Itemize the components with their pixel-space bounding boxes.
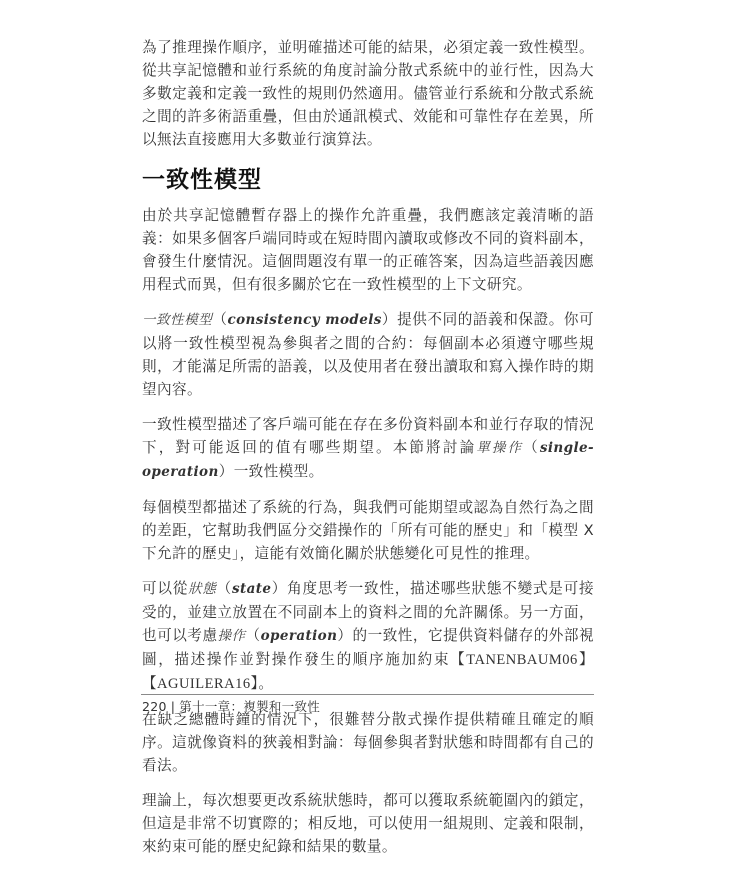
paragraph-text: 的一致性，它提供資料儲存的外部視圖，描述操作並對操作發生的順序施加約束: [142, 627, 594, 668]
latin-term: state: [232, 581, 272, 597]
paragraph-1: 由於共享記憶體暫存器上的操作允許重疊，我們應該定義清晰的語義：如果多個客戶端同時或在短時間內讀取或修改不同的資料副本，會發生什麼情況。這個問題沒有單一的正確答案，因為這些語義因應用程式而異，但有很多關於它在一致性模型的上下文研究。: [142, 207, 594, 293]
page-body: [142, 36, 594, 870]
paren-open: （: [216, 580, 233, 597]
paren-close: ）: [381, 311, 398, 328]
period: 。: [258, 675, 274, 692]
paren-close: ）: [218, 463, 234, 480]
paragraph-2: [142, 308, 594, 401]
paren-open: （: [245, 627, 261, 644]
paragraph-7: 理論上，每次想要更改系統狀態時，都可以獲取系統範圍內的鎖定，但這是非常不切實際的；相反地，可以使用一組規則、定義和限制，來約束可能的歷史紀錄和結果的數量。: [142, 792, 594, 855]
paragraph-text: 角度思考一致性，描述哪些狀態不變式是可接受的，並建立放置在不同副本上的資料之間的允許關係。另一方面，也可以考慮: [142, 580, 595, 644]
chapter-title: 第十一章：複製和一致性: [179, 699, 321, 714]
latin-term: consistency models: [227, 312, 382, 328]
page-footer: [142, 697, 320, 715]
paren-close: ）: [337, 627, 353, 644]
paragraph-4: 每個模型都描述了系統的行為，與我們可能期望或認為自然行為之間的差距，它幫助我們區分交錯操作的「所有可能的歷史」和「模型 X 下允許的歷史」，這能有效簡化關於狀態變化可見性的推理。: [142, 499, 594, 562]
term-operation: 操作: [217, 628, 246, 644]
paragraph-text: 一致性模型描述了客戶端可能在存在多份資料副本和並行存取的情況下，對可能返回的值有哪些期望。本節將討論: [142, 416, 594, 456]
intro-paragraph: 為了推理操作順序，並明確描述可能的結果，必須定義一致性模型。從共享記憶體和並行系統的角度討論分散式系統中的並行性，因為大多數定義和定義一致性的規則仍然適用。儘管並行系統和分散式系統之間的許多術語重疊，但由於通訊模式、效能和可靠性存在差異，所以無法直接應用大多數並行演算法。: [142, 39, 594, 148]
latin-term: operation: [260, 628, 338, 644]
term-consistency-model: 一致性模型: [142, 312, 213, 328]
paragraph-text: 提供不同的語義和保證。你可以將一致性模型視為參與者之間的合約：每個副本必須遵守哪些規則，才能滿足所需的語義，以及使用者在發出讀取和寫入操作時的期望內容。: [142, 311, 595, 398]
paren-open: （: [212, 311, 228, 328]
term-state: 狀態: [188, 581, 217, 597]
paragraph-text: 可以從: [142, 580, 189, 597]
paragraph-3: [142, 413, 594, 484]
footer-separator: |: [170, 699, 176, 714]
paren-open: （: [523, 439, 540, 456]
citation-refs: 【TANENBAUM06】【AGUILERA16】: [142, 652, 594, 692]
section-heading: 一致性模型: [142, 167, 262, 193]
paren-close: ）: [271, 580, 288, 597]
term-single-operation: 單操作: [476, 440, 524, 456]
latin-term: single-operation: [142, 440, 594, 480]
paragraph-6: 在缺乏總體時鐘的情況下，很難替分散式操作提供精確且確定的順序。這就像資料的狹義相對論：每個參與者對狀態和時間都有自己的看法。: [142, 711, 594, 774]
footer-divider: [141, 694, 594, 695]
page-number: 220: [142, 699, 167, 714]
paragraph-5: [142, 577, 594, 696]
paragraph-text: 一致性模型。: [233, 463, 324, 480]
